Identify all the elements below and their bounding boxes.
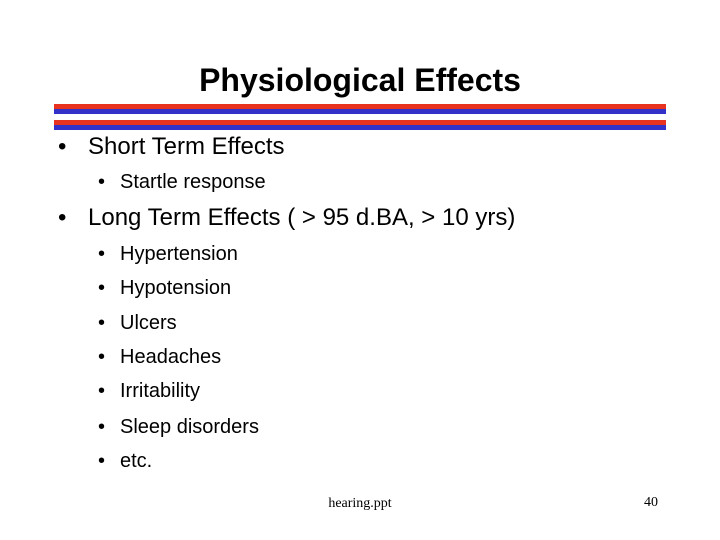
list-item	[98, 414, 259, 440]
section-long-term	[58, 203, 515, 233]
bullet-icon: •	[98, 450, 106, 472]
list-item-text: Ulcers	[120, 312, 177, 334]
footer-filename: hearing.ppt	[328, 496, 392, 511]
bullet-icon: •	[98, 380, 106, 402]
list-item	[98, 378, 200, 404]
list-item-text: Headaches	[120, 346, 222, 368]
list-item	[98, 448, 152, 474]
section-label: Short Term Effects	[88, 133, 285, 160]
list-item-text: etc.	[120, 450, 153, 472]
list-item-text: Hypotension	[120, 277, 232, 299]
bullet-icon: •	[98, 277, 106, 299]
bullet-icon: •	[98, 312, 106, 334]
list-item-text: Startle response	[120, 171, 266, 193]
list-item-text: Hypertension	[120, 243, 238, 265]
section-short-term	[58, 132, 285, 162]
bullet-icon: •	[58, 204, 67, 231]
bullet-icon: •	[98, 171, 106, 193]
section-label: Long Term Effects ( > 95 d.BA, > 10 yrs)	[88, 204, 516, 231]
bullet-icon: •	[98, 346, 106, 368]
list-item	[98, 344, 221, 370]
title-rule-blue-top	[54, 109, 666, 114]
slide-title: Physiological Effects	[199, 62, 521, 98]
bullet-icon: •	[58, 133, 67, 160]
footer-page-number: 40	[644, 495, 658, 510]
list-item	[98, 241, 238, 267]
title-rule-blue-bottom	[54, 125, 666, 130]
bullet-icon: •	[98, 416, 106, 438]
list-item	[98, 275, 231, 301]
list-item	[98, 169, 266, 195]
bullet-icon: •	[98, 243, 106, 265]
list-item-text: Irritability	[120, 380, 201, 402]
list-item-text: Sleep disorders	[120, 416, 259, 438]
list-item	[98, 310, 177, 336]
